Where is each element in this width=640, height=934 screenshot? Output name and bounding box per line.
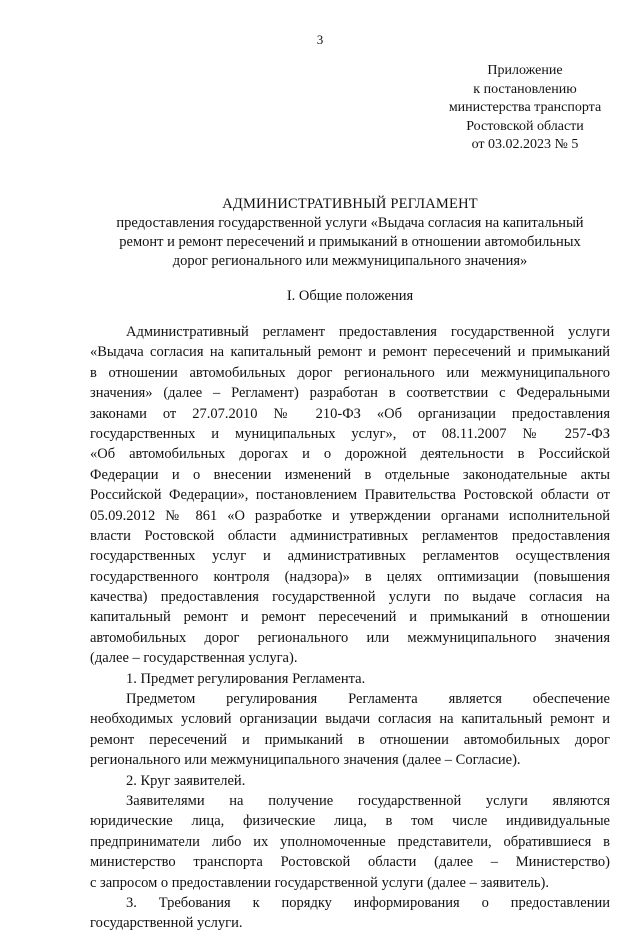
body-line: с запросом о предоставлении государственной услуги (далее – заявитель).	[90, 874, 549, 891]
subsection-heading: 2. Круг заявителей.	[126, 772, 246, 789]
body-line: «Выдача согласия на капитальный ремонт и ремонт пересечений и примыканий	[90, 344, 610, 361]
appendix-line: от 03.02.2023 № 5	[471, 137, 579, 152]
appendix-line: к постановлению	[473, 81, 577, 97]
appendix-line: Ростовской области	[466, 118, 584, 134]
page-number: 3	[316, 32, 324, 47]
body-text	[90, 322, 610, 934]
subtitle-line: дорог регионального или межмуниципального значения»	[172, 253, 528, 269]
body-line: в отношении автомобильных дорог регионального или межмуниципального	[90, 364, 610, 381]
body-line: капитальный ремонт и ремонт пересечений и примыканий в отношении	[90, 609, 610, 626]
body-line: (далее – государственная услуга).	[90, 650, 298, 667]
subtitle-line: ремонт и ремонт пересечений и примыканий в отношении автомобильных	[119, 234, 581, 250]
body-line: государственного контроля (надзора)» в целях оптимизации (повышения	[90, 568, 610, 585]
subsection-heading: 3. Требования к порядку информирования о предоставлении	[126, 894, 610, 911]
body-line: законами от 27.07.2010 № 210-ФЗ «Об организации предоставления	[90, 405, 610, 422]
body-line: власти Ростовской области административных регламентов предоставления	[90, 527, 610, 544]
body-line: государственных услуг и административных регламентов осуществления	[90, 548, 610, 565]
appendix-line: министерства транспорта	[448, 100, 602, 115]
body-line: Российской Федерации», постановлением Правительства Ростовской области от	[90, 487, 610, 504]
body-line: качества) предоставления государственной услуги по выдаче согласия на	[90, 589, 610, 606]
subsection-heading: 1. Предмет регулирования Регламента.	[126, 670, 366, 687]
body-line: Заявителями на получение государственной услуги являются	[126, 792, 610, 809]
body-line: автомобильных дорог регионального или межмуниципального значения	[90, 629, 610, 646]
subtitle-line: предоставления государственной услуги «Выдача согласия на капитальный	[116, 215, 584, 231]
body-line: юридические лица, физические лица, в том числе индивидуальные	[90, 813, 610, 830]
body-line: министерство транспорта Ростовской области (далее – Министерство)	[90, 854, 610, 871]
body-line: Предметом регулирования Регламента является обеспечение	[126, 691, 610, 708]
body-line: 05.09.2012 № 861 «О разработке и утверждении органами исполнительной	[90, 507, 610, 524]
appendix-line: Приложение	[487, 63, 563, 78]
body-line: государственных и муниципальных услуг», от 08.11.2007 № 257-ФЗ	[90, 425, 610, 442]
body-line: Федерации и о внесении изменений в отдельные законодательные акты	[90, 466, 610, 483]
title-main: АДМИНИСТРАТИВНЫЙ РЕГЛАМЕНТ	[222, 196, 478, 212]
appendix-block	[400, 62, 640, 155]
body-line: государственной услуги.	[90, 915, 243, 932]
body-line: предприниматели либо их уполномоченные представители, обратившиеся в	[90, 833, 610, 850]
document-title	[90, 195, 610, 271]
body-line: «Об автомобильных дорогах и о дорожной деятельности в Российской	[90, 446, 610, 463]
body-line: ремонт пересечений и примыканий в отношении автомобильных дорог	[90, 731, 610, 748]
body-line: необходимых условий организации выдачи согласия на капитальный ремонт и	[90, 711, 610, 728]
title-subtitle	[90, 214, 610, 271]
body-line: регионального или межмуниципального значения (далее – Согласие).	[90, 752, 521, 769]
body-line: Административный регламент предоставления государственной услуги	[126, 324, 610, 340]
section-heading: I. Общие положения	[286, 288, 414, 304]
body-line: значения» (далее – Регламент) разработан в соответствии с Федеральными	[90, 385, 610, 402]
